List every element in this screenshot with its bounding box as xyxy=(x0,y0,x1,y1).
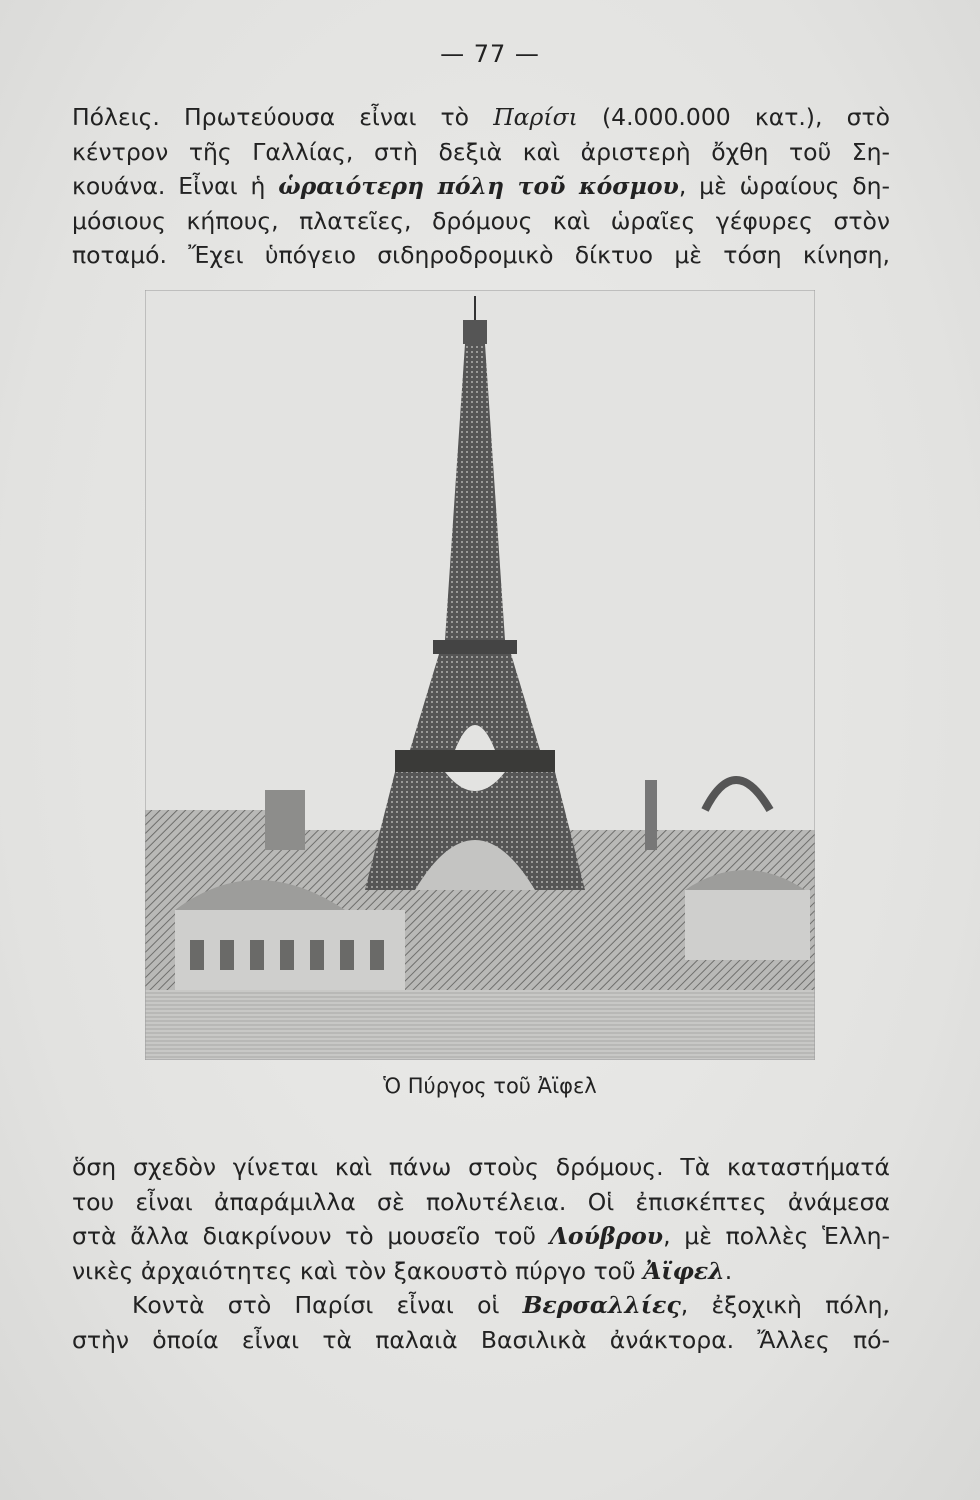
text-run: (4.000.000 κατ.), στὸ xyxy=(577,103,890,131)
text-line xyxy=(72,1219,890,1254)
text-run: , μὲ πολλὲς Ἑλλη- xyxy=(663,1222,890,1250)
page-number: — 77 — xyxy=(440,40,540,68)
text-line xyxy=(72,1288,890,1323)
text-line xyxy=(72,1254,890,1289)
text-line xyxy=(72,169,890,204)
emphasis-most-beautiful-city: ὡραιότερη πόλη τοῦ κόσμου xyxy=(278,172,679,200)
emphasis-versailles: Βερσαλλίες xyxy=(522,1291,681,1319)
text-line: του εἶναι ἀπαράμιλλα σὲ πολυτέλεια. Οἱ ἐπισκέπτες ἀνάμεσα xyxy=(72,1187,890,1216)
text-run: , ἐξοχικὴ πόλη, xyxy=(680,1291,890,1319)
text-line: στὴν ὁποία εἶναι τὰ παλαιὰ Βασιλικὰ ἀνάκτορα. Ἄλλες πό- xyxy=(72,1325,890,1354)
text-run: , μὲ ὡραίους δη- xyxy=(678,172,891,200)
text-line: μόσιους κήπους, πλατεῖες, δρόμους καὶ ὡραῖες γέφυρες στὸν xyxy=(72,206,890,235)
esplanade xyxy=(145,990,815,1060)
emphasis-louvre: Λούβρου xyxy=(549,1222,664,1250)
text-run: στὰ ἄλλα διακρίνουν τὸ μουσεῖο τοῦ xyxy=(72,1222,550,1250)
heading-cities: Πόλεις xyxy=(72,103,153,131)
paragraph-cities xyxy=(72,100,890,273)
text-run: . Πρωτεύουσα εἶναι τὸ xyxy=(152,103,494,131)
text-line: ὅση σχεδὸν γίνεται καὶ πάνω στοὺς δρόμους. Τὰ καταστήματά xyxy=(72,1153,890,1181)
figure-caption: Ὁ Πύργος τοῦ Ἀϊφελ xyxy=(383,1074,597,1098)
paragraph-paris-continued xyxy=(72,1150,890,1357)
text-line: κέντρον τῆς Γαλλίας, στὴ δεξιὰ καὶ ἀριστερὴ ὄχθη τοῦ Ση- xyxy=(72,137,890,166)
text-run: . xyxy=(724,1256,733,1285)
emphasis-paris: Παρίσι xyxy=(493,103,578,131)
text-line: ποταμό. Ἔχει ὑπόγειο σιδηροδρομικὸ δίκτυο μὲ τόση κίνηση, xyxy=(72,241,890,269)
text-run: νικὲς ἀρχαιότητες καὶ τὸν ξακουστὸ πύργο τοῦ xyxy=(72,1256,644,1285)
emphasis-eiffel: Ἀϊφελ xyxy=(643,1256,725,1285)
text-line xyxy=(72,100,890,135)
eiffel-tower-illustration xyxy=(145,290,815,1060)
text-run: κουάνα. Εἶναι ἡ xyxy=(72,172,279,200)
text-run: Κοντὰ στὸ Παρίσι εἶναι οἱ xyxy=(132,1291,523,1319)
